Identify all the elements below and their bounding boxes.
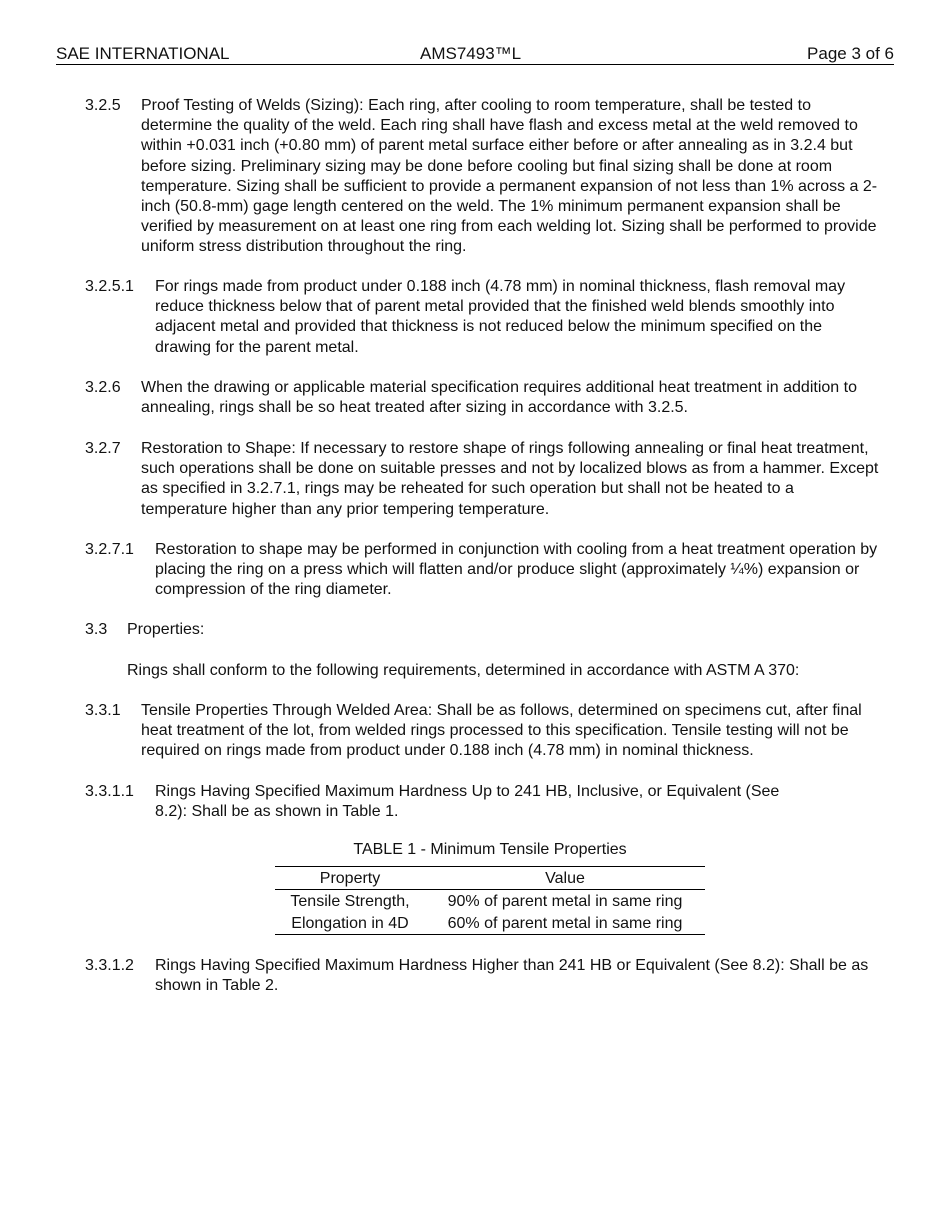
table-header-property: Property (275, 867, 425, 890)
section-text: Restoration to Shape: If necessary to restore shape of rings following annealing or final heat treatment, such operations shall be done on suitable presses and not by localized blows as from a hammer. Except as specified in 3.2.7.1, rings may be reheated for such operation but shall not be heated to a temperature higher than any prior tempering temperature. (141, 440, 879, 518)
section-number: 3.2.7.1 (85, 541, 134, 558)
table-1-caption: TABLE 1 - Minimum Tensile Properties (353, 841, 627, 858)
section-3-3-1 (85, 701, 880, 763)
section-3-2-6 (85, 378, 880, 420)
section-3-2-5 (85, 96, 880, 258)
section-text: Rings Having Specified Maximum Hardness Up to 241 HB, Inclusive, or Equivalent (See 8.2): Shall be as shown in Table 1. (155, 783, 780, 821)
section-3-3 (85, 620, 880, 642)
section-number: 3.3 (85, 621, 108, 638)
section-3-3-intro (85, 661, 880, 683)
section-number: 3.2.5.1 (85, 278, 134, 295)
section-text: Restoration to shape may be performed in conjunction with cooling from a heat treatment operation by placing the ring on a press which will flatten and/or produce slight (approximately ¼%) expansion or compression of the ring diameter. (155, 541, 878, 599)
section-3-2-7-1 (85, 540, 880, 602)
section-number: 3.2.7 (85, 440, 121, 457)
section-text: For rings made from product under 0.188 inch (4.78 mm) in nominal thickness, flash removal may reduce thickness below that of parent metal provided that the finished weld blends smoothly into adjacent metal and provided that thickness is not reduced below the minimum specified on the drawing for the parent metal. (155, 278, 846, 356)
table-cell: 90% of parent metal in same ring (447, 892, 683, 910)
section-3-3-1-1 (85, 782, 880, 824)
section-text: Rings shall conform to the following requirements, determined in accordance with ASTM A 370: (127, 662, 800, 679)
section-3-2-5-1 (85, 277, 880, 359)
section-number: 3.2.5 (85, 97, 121, 114)
section-text: Rings Having Specified Maximum Hardness Higher than 241 HB or Equivalent (See 8.2): Shall be as shown in Table 2. (155, 957, 869, 995)
page-header (56, 44, 894, 65)
header-page-number: Page 3 of 6 (807, 44, 894, 63)
table-row (275, 890, 705, 913)
table-cell: Elongation in 4D (275, 912, 425, 935)
section-3-2-7 (85, 439, 880, 521)
table-header-value: Value (425, 867, 705, 890)
section-number: 3.3.1.2 (85, 957, 134, 974)
header-org: SAE INTERNATIONAL (56, 44, 230, 63)
table-1 (275, 866, 705, 935)
section-number: 3.2.6 (85, 379, 121, 396)
section-text: Tensile Properties Through Welded Area: Shall be as follows, determined on specimens cut, after final heat treatment of the lot, from welded rings processed to this specification. Tensile testing will not be required on rings made from product under 0.188 inch (4.78 mm) in nominal thickness. (141, 702, 862, 760)
header-doc-id: AMS7493™L (420, 44, 522, 63)
section-text: When the drawing or applicable material specification requires additional heat treatment in addition to annealing, rings shall be so heat treated after sizing in accordance with 3.2.5. (141, 379, 857, 417)
section-number: 3.3.1 (85, 702, 121, 719)
table-cell: 60% of parent metal in same ring (425, 912, 705, 935)
section-text: Proof Testing of Welds (Sizing): Each ring, after cooling to room temperature, shall be tested to determine the quality of the weld. Each ring shall have flash and excess metal at the weld removed to within +0.031 inch (+0.80 mm) of parent metal surface either before or after annealing as in 3.2.4 but before sizing. Preliminary sizing may be done before cooling but final sizing shall be done at room temperature. Sizing shall be sufficient to provide a permanent expansion of not less than 1% across a 2-inch (50.8-mm) gage length centered on the weld. The 1% minimum permanent expansion shall be verified by measurement on at least one ring from each welding lot. Sizing shall be performed to provide uniform stress distribution throughout the ring. (141, 97, 878, 256)
section-text: Properties: (127, 621, 205, 638)
section-3-3-1-2 (85, 956, 880, 998)
table-cell: Tensile Strength, (290, 892, 410, 910)
table-row (275, 912, 705, 935)
section-number: 3.3.1.1 (85, 783, 134, 800)
